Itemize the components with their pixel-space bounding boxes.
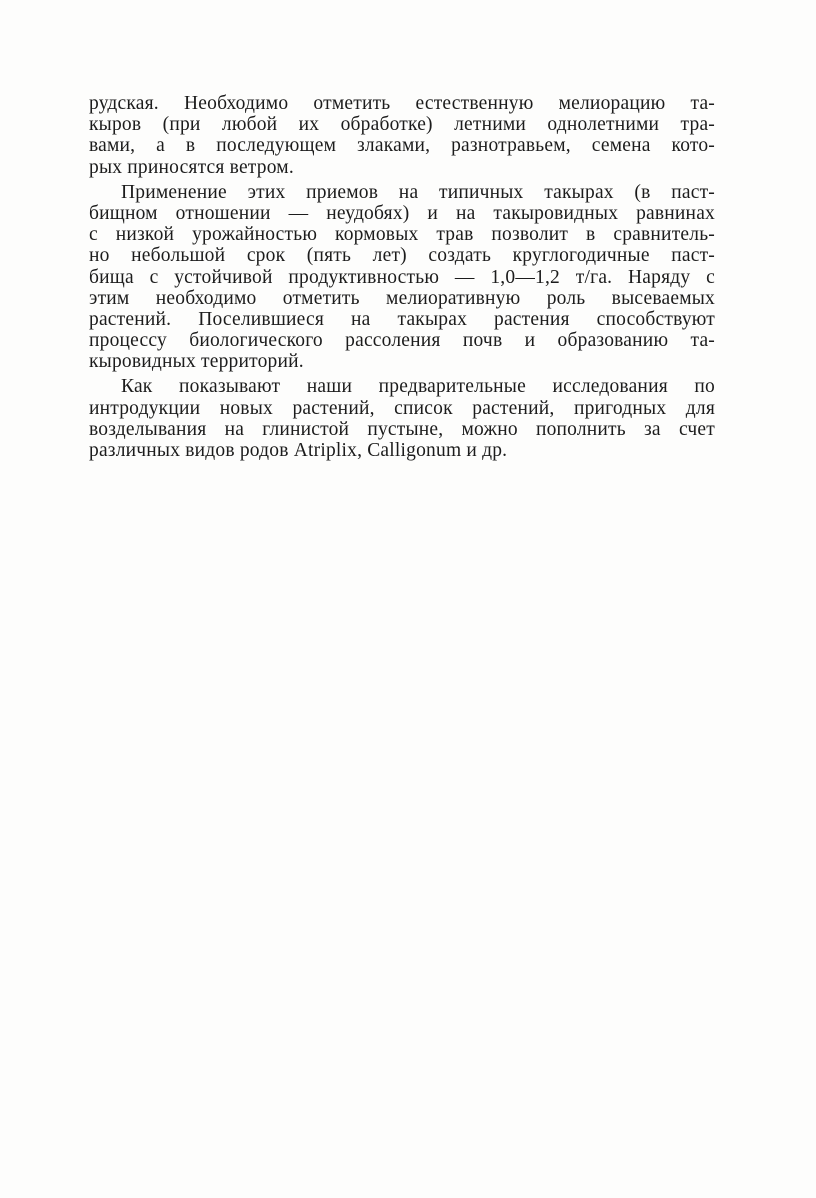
text-line: процессу биологического рассоления почв и образованию та- — [89, 330, 715, 352]
text-line: Применение этих приемов на типичных такырах (в паст- — [121, 181, 715, 203]
text-line: кыров (при любой их обработке) летними однолетними тра- — [89, 114, 715, 136]
text-line: бищном отношении — неудобях) и на такыровидных равнинах — [89, 202, 715, 224]
text-line: Как показывают наши предварительные исследования по — [121, 376, 715, 398]
text-line: возделывания на глинистой пустыне, можно пополнить за счет — [89, 418, 715, 440]
text-line: интродукции новых растений, список растений, пригодных для — [89, 397, 715, 419]
text-line: но небольшой срок (пять лет) создать круглогодичные паст- — [89, 245, 715, 267]
text-line: кыровидных территорий. — [89, 351, 304, 373]
body-text — [89, 93, 715, 461]
text-line: с низкой урожайностью кормовых трав позволит в сравнитель- — [89, 224, 715, 246]
text-line: рых приносятся ветром. — [89, 156, 294, 178]
text-line: бища с устойчивой продуктивностью — 1,0—1,2 т/га. Наряду с — [89, 266, 715, 288]
paragraph-3 — [89, 376, 715, 461]
text-line: вами, а в последующем злаками, разнотравьем, семена кото- — [89, 135, 715, 157]
text-line: растений. Поселившиеся на такырах растения способствуют — [89, 308, 715, 330]
text-line: рудская. Необходимо отметить естественную мелиорацию та- — [89, 93, 715, 114]
paragraph-1 — [89, 93, 715, 178]
text-line: различных видов родов Atriplix, Calligonum и др. — [89, 440, 508, 461]
paragraph-2 — [89, 182, 715, 373]
text-line: этим необходимо отметить мелиоративную роль высеваемых — [89, 287, 715, 309]
